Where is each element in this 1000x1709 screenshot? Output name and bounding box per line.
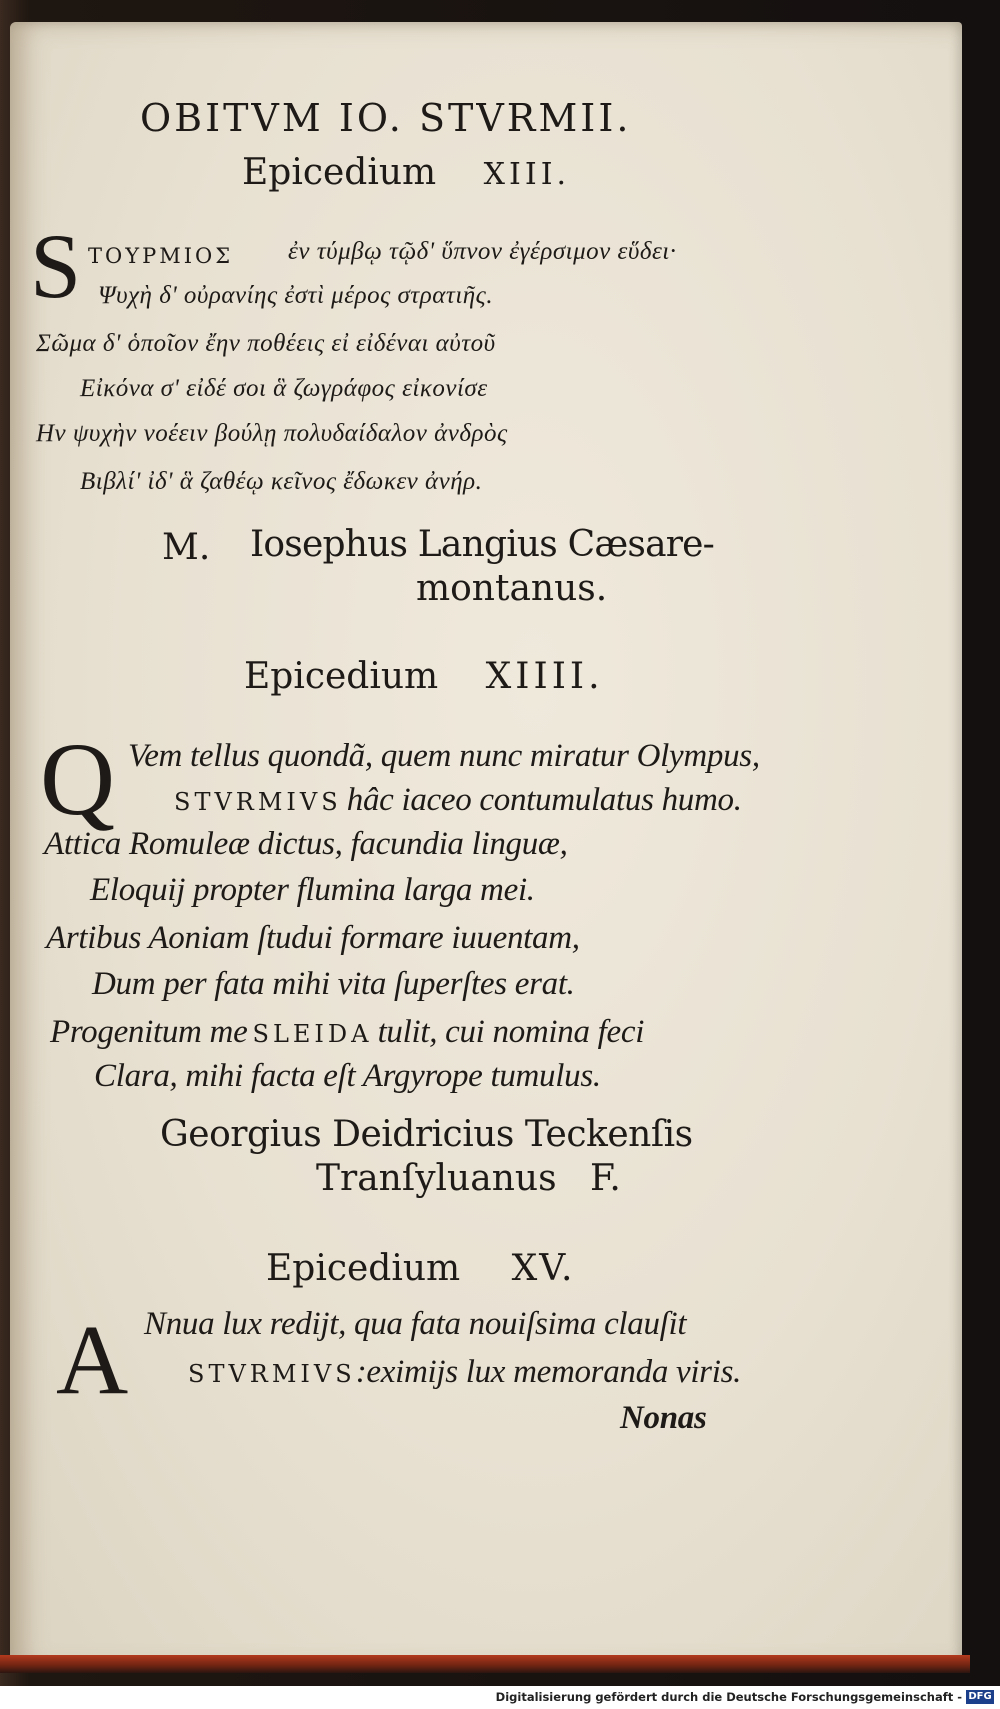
ep14-title-number: XIIII. (485, 656, 604, 697)
ep13-line-1: ἐν τύμβῳ τῷδ' ὕπνον ἐγέρσιμον εὕδει· (288, 238, 677, 265)
ep13-signature-line-2: montanus. (416, 568, 608, 609)
ep14-line-6: Dum per fata mihi vita ſuperſtes erat. (92, 966, 575, 1002)
ep14-line-1: Vem tellus quondã, quem nunc miratur Olympus, (128, 738, 760, 774)
ep14-line-4: Eloquij propter flumina larga mei. (90, 872, 535, 908)
ep14-line-7-start: Progenitum me (50, 1014, 248, 1050)
footer-funding-text: Digitalisierung gefördert durch die Deutsche Forschungsgemeinschaft - (495, 1690, 962, 1704)
ep14-signature-line-2: Tranſyluanus (316, 1158, 557, 1199)
ep15-drop-initial: A (56, 1304, 129, 1415)
ep14-line-7 (50, 1014, 644, 1051)
ep14-title-word: Epicedium (244, 656, 439, 697)
ep13-signature-m: M. (162, 527, 211, 568)
book-edge (0, 1655, 970, 1673)
ep13-line-6: Βιβλί' ἰδ' ἃ ζαθέῳ κεῖνος ἔδωκεν ἀνήρ. (80, 468, 483, 495)
ep15-caps-sturmius: STVRMIVS (188, 1360, 356, 1388)
ep13-drop-initial: S (30, 215, 82, 317)
catchword: Nonas (620, 1400, 707, 1436)
ep13-line-5: Ην ψυχὴν νοέειν βούλῃ πολυδαίδαλον ἀνδρὸς (36, 420, 508, 447)
ep14-drop-initial: Q (40, 722, 116, 837)
ep14-title (244, 656, 604, 697)
ep14-line-8: Clara, mihi facta eſt Argyrope tumulus. (94, 1058, 601, 1094)
ep14-line-5: Artibus Aoniam ſtudui formare iuuentam, (46, 920, 580, 956)
ep14-caps-sleida: SLEIDA (252, 1020, 373, 1048)
ep15-title (266, 1248, 574, 1289)
ep13-line-2: Ψυχὴ δ' οὐρανίης ἐστὶ μέρος στρατιῆς. (98, 282, 494, 309)
dfg-logo: DFG (966, 1690, 994, 1704)
ep14-line-7-end: tulit, cui nomina feci (377, 1014, 645, 1050)
ep14-signature-f: F. (590, 1158, 621, 1199)
ep14-signature-line-1: Georgius Deidricius Teckenſis (160, 1114, 693, 1155)
ep13-line-3: Σῶμα δ' ὁποῖον ἔην ποθέεις εἰ εἰδέναι αὐτοῦ (36, 330, 496, 357)
ep14-line-3: Attica Romuleæ dictus, facundia linguæ, (44, 826, 568, 862)
ep13-line-4: Εἰκόνα σ' εἰδέ σοι ἃ ζωγράφος εἰκονίσε (80, 375, 488, 402)
ep13-signature-line-1: Iosephus Langius Cæsare- (250, 524, 715, 565)
ep13-title-number: XIII. (483, 157, 571, 192)
ep14-line-2 (174, 782, 742, 819)
ep15-title-number: XV. (511, 1248, 575, 1289)
ep14-caps-sturmius: STVRMIVS (174, 788, 342, 816)
ep13-first-caps: ΤΟΥΡΜΙΟΣ (88, 244, 234, 268)
footer-bar (0, 1686, 1000, 1709)
ep13-title (242, 152, 570, 193)
ep15-line-1: Nnua lux redijt, qua fata nouiſsima clauſit (144, 1306, 687, 1342)
running-head: OBITVM IO. STVRMII. (140, 96, 632, 140)
ep14-line-2-text: hâc iaceo contumulatus humo. (346, 782, 742, 818)
ep13-title-word: Epicedium (242, 152, 437, 193)
ep15-line-2 (188, 1354, 741, 1391)
ep15-line-2-text: :eximijs lux memoranda viris. (355, 1354, 742, 1390)
ep15-title-word: Epicedium (266, 1248, 461, 1289)
